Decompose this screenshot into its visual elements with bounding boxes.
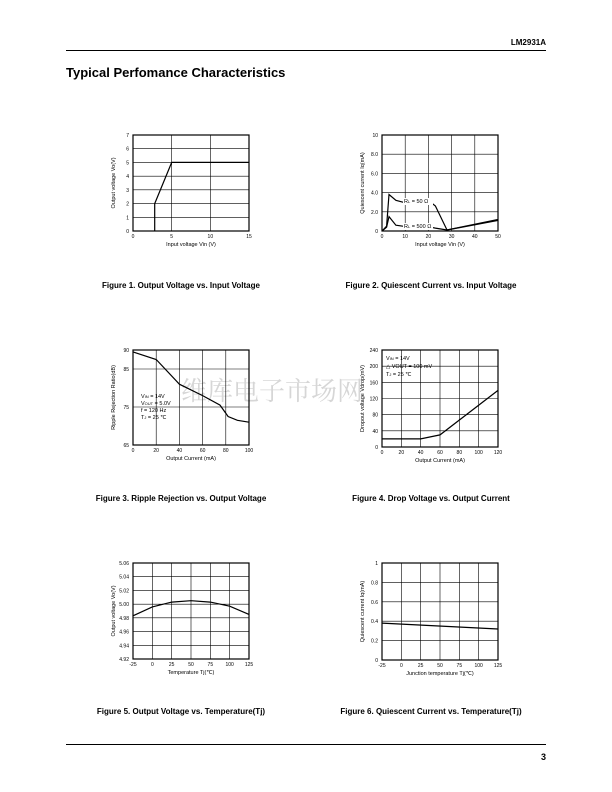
y-tick-label: 4 <box>126 174 129 181</box>
y-tick-label: 80 <box>372 412 378 419</box>
y-tick-label: 4.96 <box>119 629 129 636</box>
grid <box>382 563 498 660</box>
series-line-1 <box>155 162 249 231</box>
annotation: f = 120 Hz <box>141 408 167 414</box>
watermark: 维库电子市场网 <box>180 377 364 407</box>
annotation: RL = 50 Ω <box>404 199 429 205</box>
y-tick-label: 6 <box>126 146 129 153</box>
y-tick-label: 4.0 <box>371 190 378 197</box>
y-tick-label: 0.4 <box>371 619 378 626</box>
y-axis-label: Quiescent current Iq(mA) <box>360 580 366 643</box>
y-tick-label: 1 <box>126 215 129 222</box>
y-tick-label: 0 <box>126 229 129 235</box>
x-tick-label: 10 <box>207 234 214 240</box>
x-tick-label: 0 <box>380 234 384 240</box>
y-axis-label: Output voltage Vo(V) <box>111 585 117 637</box>
page-number: 3 <box>540 752 546 762</box>
y-tick-label: 5 <box>126 160 129 167</box>
plot-frame <box>133 135 249 231</box>
x-tick-label: 125 <box>244 662 254 668</box>
figure-5-caption: Figure 5. Output Voltage vs. Temperature(Tj) <box>96 707 266 716</box>
x-tick-label: 100 <box>225 662 234 668</box>
annotation: RL = 500 Ω <box>404 224 432 230</box>
x-tick-label: 40 <box>417 450 424 456</box>
annotation: VIN = 14V <box>141 394 165 400</box>
figure-3-caption: Figure 3. Ripple Rejection vs. Output Voltage <box>95 494 267 503</box>
footer-rule <box>66 744 546 745</box>
x-tick-label: 120 <box>493 450 503 456</box>
x-tick-label: 50 <box>495 234 501 240</box>
y-tick-label: 4.92 <box>119 657 129 663</box>
chart-6 <box>360 561 502 677</box>
x-tick-label: 25 <box>168 662 175 668</box>
x-tick-label: 0 <box>380 450 384 456</box>
x-tick-label: 15 <box>246 234 252 240</box>
x-tick-label: 20 <box>153 448 159 454</box>
x-tick-label: 60 <box>437 450 443 456</box>
grid <box>133 135 249 231</box>
y-tick-label: 4.94 <box>119 643 129 650</box>
annotation: VIN = 14V <box>386 356 410 362</box>
x-tick-label: 75 <box>207 662 214 668</box>
y-tick-label: 5.00 <box>119 602 129 609</box>
series-line-2 <box>382 217 498 231</box>
x-tick-label: 80 <box>456 450 463 456</box>
y-tick-label: 0.2 <box>371 638 378 645</box>
x-axis-label: Output Current (mA) <box>415 458 465 464</box>
x-tick-label: 0 <box>150 662 154 668</box>
figure-1-caption: Figure 1. Output Voltage vs. Input Voltage <box>102 281 260 290</box>
y-tick-label: 85 <box>123 367 129 373</box>
y-tick-label: 8.0 <box>371 152 378 159</box>
x-tick-label: -25 <box>378 663 386 669</box>
y-tick-label: 10 <box>372 133 378 139</box>
y-tick-label: 0 <box>375 445 378 451</box>
y-tick-label: 160 <box>369 380 378 387</box>
annotation: △ VOUT = 100 mV <box>386 364 433 370</box>
x-tick-label: 0 <box>131 448 135 454</box>
annotation: TJ = 25 ℃ <box>141 415 167 421</box>
x-tick-label: 40 <box>176 448 183 454</box>
x-tick-label: 75 <box>456 663 463 669</box>
y-tick-label: 0.6 <box>371 599 378 606</box>
annotation: VOUT = 5.0V <box>141 401 171 407</box>
x-tick-label: 0 <box>131 234 135 240</box>
y-tick-label: 65 <box>123 443 129 449</box>
y-tick-label: 7 <box>126 133 129 139</box>
y-tick-label: 5.06 <box>119 561 129 567</box>
y-tick-label: 5.04 <box>119 574 129 581</box>
x-tick-label: 80 <box>223 448 229 454</box>
x-axis-label: Junction temperature Tj(℃) <box>406 671 474 677</box>
x-tick-label: -25 <box>129 662 137 668</box>
x-tick-label: 125 <box>493 663 503 669</box>
x-axis-label: Input voltage Vin (V) <box>415 242 465 248</box>
chart-5 <box>111 561 253 676</box>
y-tick-label: 120 <box>369 396 378 403</box>
y-axis-label: Output voltage Vo(V) <box>111 157 117 209</box>
figure-4-caption: Figure 4. Drop Voltage vs. Output Current <box>352 494 510 503</box>
y-tick-label: 0 <box>375 658 378 664</box>
y-axis-label: Dropout voltage Vdrop(mV) <box>360 365 366 432</box>
grid <box>133 563 249 659</box>
x-tick-label: 100 <box>474 450 483 456</box>
y-tick-label: 40 <box>372 428 378 435</box>
x-tick-label: 100 <box>244 448 254 454</box>
figure-2-caption: Figure 2. Quiescent Current vs. Input Voltage <box>345 281 517 290</box>
y-tick-label: 240 <box>369 348 378 354</box>
y-tick-label: 0.8 <box>371 580 378 587</box>
x-tick-label: 100 <box>474 663 483 669</box>
y-tick-label: 200 <box>369 364 378 371</box>
y-tick-label: 3 <box>126 187 129 194</box>
y-tick-label: 5.02 <box>119 588 129 595</box>
y-tick-label: 0 <box>375 229 378 235</box>
chart-1 <box>111 133 252 248</box>
x-tick-label: 20 <box>398 450 405 456</box>
y-axis-label: Quiescent current Iq(mA) <box>360 152 366 214</box>
x-axis-label: Temperature Tj(℃) <box>167 670 215 676</box>
x-tick-label: 25 <box>417 663 424 669</box>
figure-6-caption: Figure 6. Quiescent Current vs. Temperature(Tj) <box>340 707 522 716</box>
x-axis-label: Output Current (mA) <box>166 456 216 462</box>
x-axis-label: Input voltage Vin (V) <box>166 242 216 248</box>
x-tick-label: 60 <box>199 448 206 454</box>
y-tick-label: 1 <box>375 561 378 567</box>
x-tick-label: 5 <box>170 234 174 240</box>
x-tick-label: 50 <box>188 662 194 668</box>
y-tick-label: 90 <box>123 348 129 354</box>
chart-4 <box>360 348 502 464</box>
y-tick-label: 6.0 <box>371 171 378 178</box>
y-tick-label: 75 <box>123 405 129 411</box>
x-tick-label: 30 <box>448 234 455 240</box>
annotation: TJ = 25 ℃ <box>386 372 412 378</box>
y-tick-label: 4.98 <box>119 615 129 622</box>
x-tick-label: 40 <box>472 234 478 240</box>
x-tick-label: 0 <box>399 663 403 669</box>
y-tick-label: 2 <box>126 201 129 208</box>
x-tick-label: 50 <box>437 663 443 669</box>
x-tick-label: 10 <box>402 234 408 240</box>
page-title: Typical Perfomance Characteristics <box>66 65 286 80</box>
chart-2 <box>360 133 501 248</box>
y-tick-label: 2.0 <box>371 209 378 216</box>
x-tick-label: 20 <box>425 234 432 240</box>
y-axis-label: Ripple Rejection Ratio(dB) <box>111 365 117 430</box>
header-part-number: LM2931A <box>510 38 546 47</box>
